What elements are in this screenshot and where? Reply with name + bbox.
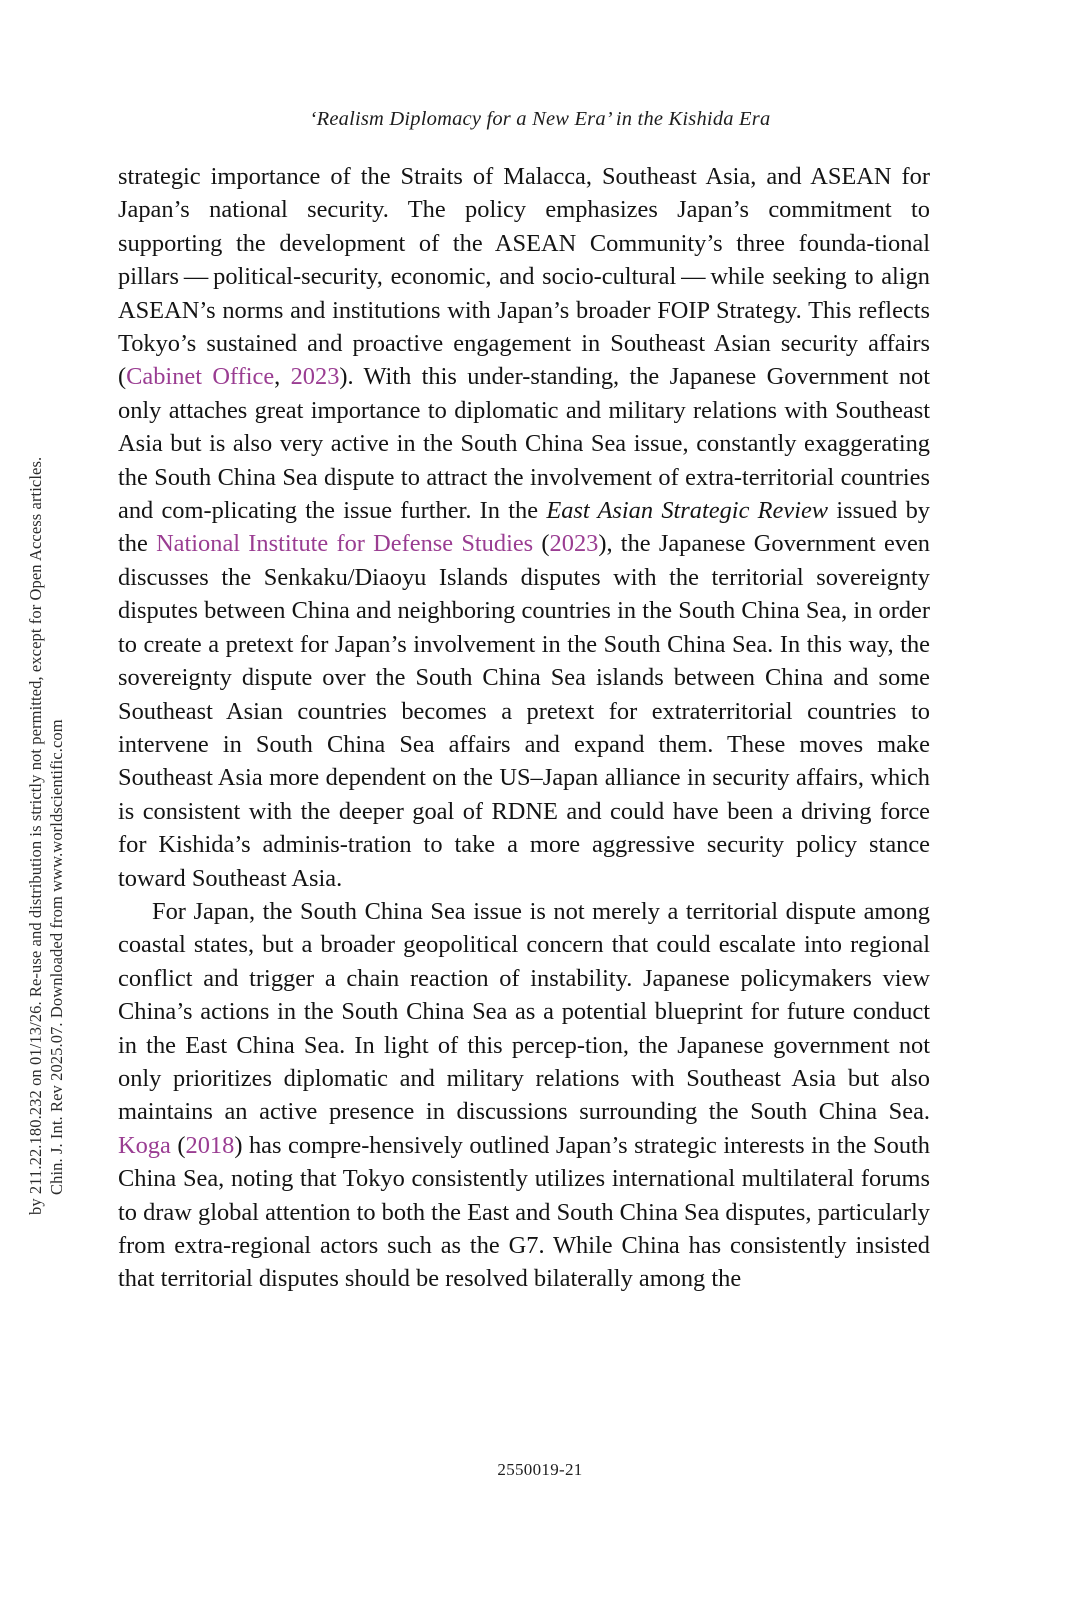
citation-link[interactable]: National Institute for Defense Studies	[156, 530, 534, 558]
margin-note-download-source: Chin. J. Int. Rev 2025.07. Downloaded from www.worldscientific.com	[47, 719, 66, 1195]
italic-title: East Asian Strategic Review	[546, 497, 829, 525]
paragraph-2: For Japan, the South China Sea issue is not merely a territorial dispute among coastal states, but a broader geopolitical concern that could escalate into regional conflict and trigger a chain reaction of instability. Japanese policymakers view China’s actions in the South China Sea as a potential blueprint for future conduct in the East China Sea. In light of this percep-tion, the Japanese government not only prioritizes diplomatic and military relations with Southeast Asia but also maintains an active presence in discussions surrounding the South China Sea. Koga (2018) has compre-hensively outlined Japan’s strategic interests in the South China Sea, noting that Tokyo consistently utilizes international multilateral forums to draw global attention to both the East and South China Sea disputes, particularly from extra-regional actors such as the G7. While China has consistently insisted that territorial disputes should be resolved bilaterally among the	[118, 897, 930, 1293]
citation-link[interactable]: 2018	[185, 1131, 235, 1159]
body-text-column	[118, 160, 930, 1296]
citation-link[interactable]: Cabinet Office	[126, 363, 275, 391]
citation-link[interactable]: 2023	[290, 363, 340, 391]
paragraph-1: strategic importance of the Straits of Malacca, Southeast Asia, and ASEAN for Japan’s national security. The policy emphasizes Japan’s commitment to supporting the development of the ASEAN Community’s three founda-tional pillars — political-security, economic, and socio-cultural — while seeking to align ASEAN’s norms and institutions with Japan’s broader FOIP Strategy. This reflects Tokyo’s sustained and proactive engagement in Southeast Asian security affairs (Cabinet Office, 2023). With this under-standing, the Japanese Government not only attaches great importance to diplomatic and military relations with Southeast Asia but is also very active in the South China Sea issue, constantly exaggerating the South China Sea dispute to attract the involvement of extra-territorial countries and com-plicating the issue further. In the East Asian Strategic Review issued by the National Institute for Defense Studies (2023), the Japanese Government even discusses the Senkaku/Diaoyu Islands disputes with the territorial sovereignty disputes between China and neighboring countries in the South China Sea, in order to create a pretext for Japan’s involvement in the South China Sea. In this way, the sovereignty dispute over the South China Sea islands between China and some Southeast Asian countries becomes a pretext for extraterritorial countries to intervene in South China Sea affairs and expand them. These moves make Southeast Asia more dependent on the US–Japan alliance in security affairs, which is consistent with the deeper goal of RDNE and could have been a driving force for Kishida’s adminis-tration to take a more aggressive security policy stance toward Southeast Asia.	[118, 163, 930, 892]
page-footer-number: 2550019-21	[497, 1460, 583, 1479]
margin-note-reuse-terms: by 211.22.180.232 on 01/13/26. Re-use and distribution is strictly not permitted, except for Open Access articles.	[26, 456, 45, 1215]
running-head: ‘Realism Diplomacy for a New Era’ in the Kishida Era	[309, 108, 771, 130]
margin-watermark-notes	[0, 0, 110, 1620]
citation-link[interactable]: Koga	[118, 1131, 171, 1159]
citation-link[interactable]: 2023	[549, 530, 599, 558]
